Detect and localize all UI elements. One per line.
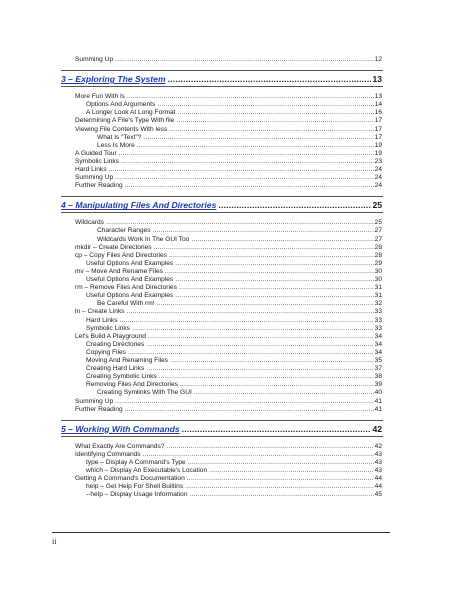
toc-entry-title: Removing Files And Directories [86,381,178,389]
toc-entry-title: Identifying Commands [75,450,141,458]
dot-leader [182,423,372,435]
toc-entry-title: mv – Move And Rename Files [75,267,163,275]
toc-entry[interactable] [86,467,382,475]
toc-entry[interactable] [97,236,382,244]
toc-entry-title: help – Get Help For Shell Builtins [86,483,184,491]
toc-entry-title: Summing Up [75,56,114,63]
dot-leader [157,101,373,109]
toc-entry-title: Let's Build A Playground [75,332,146,340]
toc-entry-page: 28 [374,251,382,259]
dot-leader [165,268,374,276]
toc-entry-title: Hard Links [86,316,118,324]
toc-entry-page: 41 [374,397,382,405]
toc-entry-page: 35 [374,357,382,364]
toc-entry[interactable] [75,174,382,182]
toc-entry-title: Determining A File's Type With file [75,117,175,125]
dot-leader [175,292,373,300]
toc-entry-title: Copying Files [86,348,126,356]
toc-entry-title: Further Reading [75,182,123,190]
toc-entry-title: Creating Directories [86,340,145,348]
dot-leader [127,93,374,101]
dot-leader [143,451,374,459]
toc-entry[interactable] [75,308,382,316]
dot-leader [168,73,372,85]
toc-entry[interactable] [86,317,382,325]
toc-entry-page: 40 [374,389,382,397]
dot-leader [125,406,374,414]
toc-entry-page: 34 [374,332,382,340]
toc-entry-title: cp – Copy Files And Directories [75,251,167,259]
toc-entry-page: 39 [374,381,382,389]
toc-entry[interactable] [86,109,382,117]
toc-entry-page: 28 [374,243,382,251]
toc-entry[interactable] [86,349,382,357]
toc-entry-page: 31 [374,284,382,292]
chapter-rule-bottom [61,436,383,437]
toc-entry-page: 45 [374,491,382,499]
chapter-rule-top [61,420,383,421]
toc-entry[interactable] [75,117,382,125]
toc-entry[interactable] [86,276,382,284]
toc-entry-page: 33 [374,308,382,316]
toc-entry-page: 42 [374,442,382,450]
toc-entry-page: 44 [374,475,382,483]
toc-entry[interactable] [75,93,382,101]
toc-entry[interactable] [86,325,382,333]
toc-entry[interactable] [97,142,382,150]
toc-entry-title: What Exactly Are Commands? [75,442,165,450]
dot-leader [188,459,374,467]
dot-leader [175,276,373,284]
dot-leader [218,199,371,211]
toc-entry-page: 23 [374,157,382,165]
toc-entry-page: 13 [374,93,382,101]
toc-entry-title: Further Reading [75,405,123,413]
toc-entry[interactable] [86,357,382,365]
dot-leader [143,134,373,142]
toc-entry-page: 27 [374,227,382,235]
toc-entry[interactable] [75,398,382,406]
toc-entry[interactable] [75,150,382,158]
toc-entry-page: 44 [374,483,382,491]
dot-leader [180,381,374,389]
toc-entry[interactable] [75,244,382,252]
dot-leader [176,117,373,125]
toc-entry-page: 34 [374,348,382,356]
toc-entry[interactable] [97,134,382,142]
toc-entry[interactable] [75,443,382,451]
toc-entry-title: More Fun With ls [75,93,125,101]
dot-leader [146,341,373,349]
toc-entry[interactable] [75,126,382,134]
toc-entry[interactable] [86,292,382,300]
toc-entry[interactable] [75,451,382,459]
dot-leader [177,109,373,117]
toc-entry-title: What Is “Text”? [97,133,142,141]
toc-entry-title: --help – Display Usage Information [86,491,188,499]
toc-entry-title: Summing Up [75,397,114,405]
toc-entry-page: 31 [374,292,382,300]
dot-leader [157,300,374,308]
toc-entry-title: Options And Arguments [86,101,156,109]
toc-entry-page: 32 [374,300,382,308]
toc-entry[interactable] [86,373,382,381]
toc-entry-page: 37 [374,365,382,373]
toc-entry-title: Wildcards Work In The GUI Too [97,235,190,243]
toc-entry-page: 25 [372,200,382,211]
toc-entry-title: Character Ranges [97,227,151,235]
footer-page-number: ii [52,537,57,546]
toc-entry-title: Useful Options And Examples [86,292,174,300]
dot-leader [169,252,374,260]
chapter-rule-top [61,196,383,197]
toc-entry-page: 43 [374,458,382,466]
dot-leader [115,56,374,64]
toc-entry-page: 27 [374,235,382,243]
toc-entry[interactable] [75,166,382,174]
toc-entry-title: Hard Links [75,166,107,173]
toc-entry-title: Viewing File Contents With less [75,125,168,133]
toc-entry[interactable] [75,406,382,414]
toc-entry-title: Symbolic Links [75,157,119,165]
dot-leader [175,260,373,268]
toc-entry-title: 3 – Exploring The System [61,74,166,85]
toc-entry-page: 30 [374,267,382,275]
toc-entry-page: 41 [374,405,382,413]
toc-entry-page: 16 [374,109,382,117]
toc-entry[interactable] [75,475,382,483]
toc-entry-page: 38 [374,373,382,381]
toc-entry-page: 42 [372,423,382,434]
dot-leader [159,373,374,381]
toc-entry-title: A Guided Tour [75,149,117,157]
toc-entry-title: Creating Symlinks With The GUI [97,389,192,397]
toc-entry[interactable] [86,101,382,109]
dot-leader [106,219,374,227]
toc-entry-title: Getting A Command's Documentation [75,475,185,483]
toc-entry-title: Symbolic Links [86,324,130,332]
toc-entry-page: 25 [374,219,382,227]
dot-leader [146,365,373,373]
toc-entry[interactable] [97,227,382,235]
toc-entry-page: 17 [374,133,382,141]
toc-entry-title: Less Is More [97,141,135,149]
dot-leader [185,483,374,491]
toc-entry[interactable] [75,182,382,190]
dot-leader [209,467,374,475]
dot-leader [120,317,374,325]
dot-leader [148,333,374,341]
chapter-rule-bottom [61,86,383,87]
toc-entry[interactable] [75,56,382,64]
toc-entry[interactable] [75,284,382,292]
footer-divider [52,532,390,533]
toc-entry[interactable] [75,333,382,341]
toc-chapter-entry[interactable] [61,73,382,85]
dot-leader [115,174,374,182]
toc-entry-title: 4 – Manipulating Files And Directories [61,200,217,211]
dot-leader [126,308,373,316]
toc-entry-title: type – Display A Command's Type [86,458,186,466]
dot-leader [137,142,374,150]
toc-entry-page: 12 [374,56,382,63]
chapter-rule-bottom [61,212,383,213]
toc-entry-title: Moving And Renaming Files [86,357,169,364]
toc-entry-page: 43 [374,450,382,458]
toc-entry-title: rm – Remove Files And Directories [75,284,177,292]
toc-entry[interactable] [75,219,382,227]
toc-entry-title: 5 – Working With Commands [61,423,180,434]
toc-entry[interactable] [75,158,382,166]
toc-entry[interactable] [97,389,382,397]
dot-leader [190,491,374,499]
toc-chapter-entry[interactable] [61,423,382,435]
toc-entry-page: 34 [374,340,382,348]
toc-entry[interactable] [75,268,382,276]
toc-chapter-entry[interactable] [61,199,382,211]
toc-entry-page: 33 [374,316,382,324]
toc-entry[interactable] [86,483,382,491]
dot-leader [115,398,374,406]
dot-leader [153,227,374,235]
toc-entry-page: 17 [374,117,382,125]
toc-entry-page: 19 [374,141,382,149]
toc-entry-page: 29 [374,259,382,267]
toc-entry[interactable] [86,341,382,349]
toc-entry-page: 33 [374,324,382,332]
toc-entry-page: 24 [374,182,382,190]
toc-entry-page: 13 [372,74,382,85]
dot-leader [166,443,373,451]
toc-entry-title: Creating Hard Links [86,365,145,373]
toc-entry-title: Useful Options And Examples [86,276,174,283]
dot-leader [132,325,374,333]
dot-leader [191,236,373,244]
toc-entry[interactable] [97,300,382,308]
dot-leader [109,166,374,174]
toc-entry-title: ln – Create Links [75,308,125,316]
dot-leader [170,357,374,365]
dot-leader [125,182,374,190]
toc-entry-page: 43 [374,467,382,474]
dot-leader [187,475,374,483]
toc-entry-title: Useful Options And Examples [86,259,174,267]
toc-entry[interactable] [86,491,382,499]
toc-entry-title: Wildcards [75,219,104,227]
toc-entry[interactable] [86,459,382,467]
dot-leader [128,349,374,357]
toc-entry-page: 24 [374,174,382,182]
toc-entry-page: 30 [374,276,382,283]
toc-entry-page: 14 [374,101,382,109]
toc-entry-title: A Longer Look At Long Format [86,109,176,117]
toc-entry[interactable] [86,260,382,268]
toc-entry[interactable] [86,381,382,389]
toc-entry-page: 19 [374,149,382,157]
toc-entry-title: Be Careful With rm! [97,300,155,308]
dot-leader [169,126,373,134]
chapter-rule-top [61,70,383,71]
dot-leader [179,284,374,292]
toc-entry[interactable] [86,365,382,373]
dot-leader [194,389,374,397]
dot-leader [121,158,374,166]
toc-entry-title: Creating Symbolic Links [86,373,157,381]
toc-entry-title: mkdir – Create Directories [75,243,152,251]
toc-entry[interactable] [75,252,382,260]
toc-entry-title: which – Display An Executable's Location [86,467,208,474]
toc-entry-page: 24 [374,166,382,173]
toc-entry-page: 17 [374,125,382,133]
dot-leader [154,244,374,252]
dot-leader [119,150,374,158]
toc-entry-title: Summing Up [75,174,114,182]
